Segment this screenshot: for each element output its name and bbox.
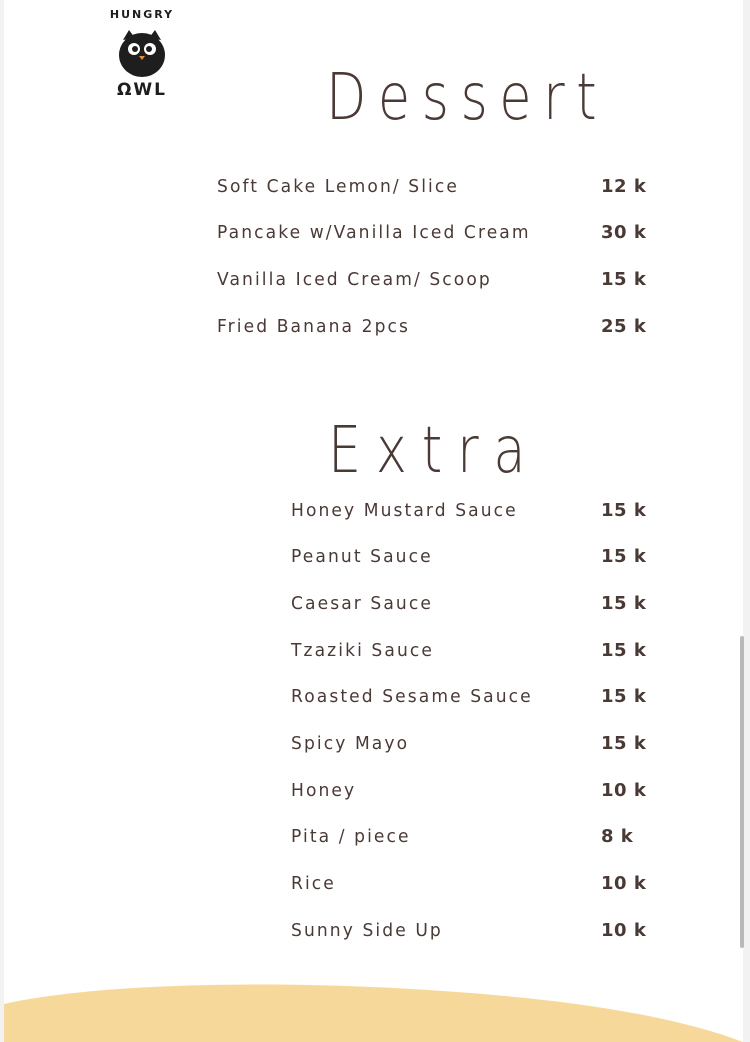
logo-bottom-text: ΩWL	[116, 80, 168, 100]
item-price: 15 k	[601, 733, 647, 754]
item-name: Pita / piece	[291, 826, 411, 847]
item-price: 12 k	[601, 176, 647, 197]
item-name: Pancake w/Vanilla Iced Cream	[217, 222, 531, 243]
item-name: Vanilla Iced Cream/ Scoop	[217, 269, 492, 290]
item-price: 8 k	[601, 826, 634, 847]
item-name: Spicy Mayo	[291, 733, 410, 754]
item-name: Peanut Sauce	[291, 546, 433, 567]
item-name: Roasted Sesame Sauce	[291, 686, 533, 707]
item-price: 15 k	[601, 686, 647, 707]
scrollbar-thumb[interactable]	[740, 636, 744, 948]
item-price: 30 k	[601, 222, 647, 243]
dessert-heading: Dessert	[326, 61, 609, 135]
logo-top-text: HUNGRY	[109, 8, 175, 21]
item-name: Caesar Sauce	[291, 593, 433, 614]
item-price: 10 k	[601, 780, 647, 801]
item-price: 10 k	[601, 920, 647, 941]
item-name: Honey Mustard Sauce	[291, 500, 518, 521]
item-name: Rice	[291, 873, 336, 894]
item-price: 15 k	[601, 593, 647, 614]
item-price: 25 k	[601, 316, 647, 337]
extra-heading: Extra	[328, 414, 541, 488]
owl-icon	[117, 26, 167, 78]
hungry-owl-logo	[108, 8, 176, 100]
item-price: 10 k	[601, 873, 647, 894]
item-price: 15 k	[601, 640, 647, 661]
item-price: 15 k	[601, 546, 647, 567]
menu-page	[4, 0, 743, 1042]
item-name: Honey	[291, 780, 357, 801]
decorative-wave	[4, 982, 743, 1042]
item-name: Fried Banana 2pcs	[217, 316, 411, 337]
item-price: 15 k	[601, 269, 647, 290]
item-price: 15 k	[601, 500, 647, 521]
item-name: Tzaziki Sauce	[291, 640, 434, 661]
item-name: Soft Cake Lemon/ Slice	[217, 176, 460, 197]
item-name: Sunny Side Up	[291, 920, 443, 941]
